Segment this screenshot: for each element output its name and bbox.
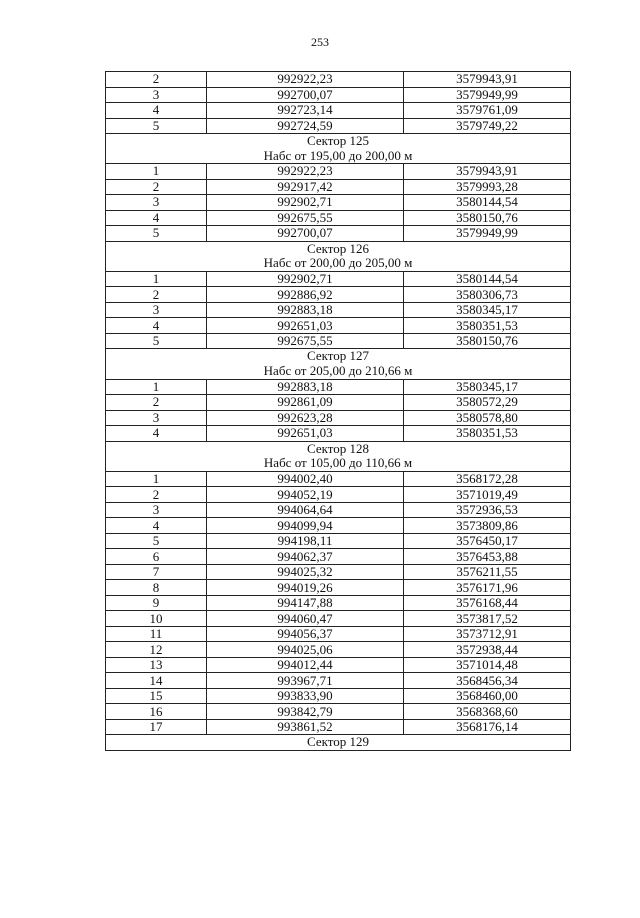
x-coordinate-cell: 993842,79: [207, 704, 404, 720]
point-number-cell: 5: [106, 118, 207, 134]
x-coordinate-cell: 994052,19: [207, 487, 404, 503]
table-row: [106, 595, 571, 611]
table-row: [106, 87, 571, 103]
y-coordinate-cell: 3580144,54: [404, 195, 571, 211]
x-coordinate-cell: 994099,94: [207, 518, 404, 534]
sector-header: [106, 241, 571, 271]
page-number: 253: [311, 35, 329, 49]
sector-title: Сектор 129: [306, 734, 369, 750]
y-coordinate-cell: 3568460,00: [404, 688, 571, 704]
x-coordinate-cell: 992902,71: [207, 195, 404, 211]
point-number-cell: 2: [106, 487, 207, 503]
sector-header: [106, 441, 571, 471]
y-coordinate-cell: 3568172,28: [404, 471, 571, 487]
table-row: [106, 379, 571, 395]
y-coordinate-cell: 3579949,99: [404, 87, 571, 103]
sector-header: [106, 134, 571, 164]
table-row: [106, 673, 571, 689]
x-coordinate-cell: 992675,55: [207, 210, 404, 226]
point-number-cell: 12: [106, 642, 207, 658]
table-row: [106, 118, 571, 134]
x-coordinate-cell: 994025,06: [207, 642, 404, 658]
point-number-cell: 5: [106, 333, 207, 349]
y-coordinate-cell: 3572938,44: [404, 642, 571, 658]
x-coordinate-cell: 992922,23: [207, 164, 404, 180]
y-coordinate-cell: 3573817,52: [404, 611, 571, 627]
table-row: [106, 318, 571, 334]
point-number-cell: 13: [106, 657, 207, 673]
sector-title: Сектор 126: [306, 241, 369, 256]
table-row: [106, 657, 571, 673]
sector-height-range: Набс от 105,00 до 110,66 м: [263, 455, 413, 471]
y-coordinate-cell: 3571014,48: [404, 657, 571, 673]
table-row: [106, 226, 571, 242]
table-row: [106, 471, 571, 487]
table-row: [106, 302, 571, 318]
y-coordinate-cell: 3579943,91: [404, 72, 571, 88]
point-number-cell: 1: [106, 471, 207, 487]
table-row: [106, 518, 571, 534]
y-coordinate-cell: 3579993,28: [404, 179, 571, 195]
point-number-cell: 5: [106, 533, 207, 549]
table-row: [106, 179, 571, 195]
x-coordinate-cell: 992922,23: [207, 72, 404, 88]
y-coordinate-cell: 3580150,76: [404, 210, 571, 226]
table-row: [106, 271, 571, 287]
x-coordinate-cell: 992886,92: [207, 287, 404, 303]
point-number-cell: 2: [106, 72, 207, 88]
table-row: [106, 487, 571, 503]
point-number-cell: 4: [106, 426, 207, 442]
table-row: [106, 626, 571, 642]
point-number-cell: 7: [106, 564, 207, 580]
point-number-cell: 3: [106, 87, 207, 103]
coordinates-table-body: [106, 72, 571, 751]
x-coordinate-cell: 992883,18: [207, 302, 404, 318]
x-coordinate-cell: 994012,44: [207, 657, 404, 673]
x-coordinate-cell: 992917,42: [207, 179, 404, 195]
table-row: [106, 549, 571, 565]
x-coordinate-cell: 993967,71: [207, 673, 404, 689]
table-row: [106, 195, 571, 211]
y-coordinate-cell: 3579949,99: [404, 226, 571, 242]
x-coordinate-cell: 994060,47: [207, 611, 404, 627]
x-coordinate-cell: 992883,18: [207, 379, 404, 395]
table-row: [106, 72, 571, 88]
sector-title: Сектор 128: [306, 441, 369, 456]
point-number-cell: 3: [106, 410, 207, 426]
x-coordinate-cell: 994056,37: [207, 626, 404, 642]
sector-header-row: [106, 134, 571, 164]
sector-height-range: Набс от 205,00 до 210,66 м: [263, 362, 413, 378]
y-coordinate-cell: 3573809,86: [404, 518, 571, 534]
y-coordinate-cell: 3580351,53: [404, 426, 571, 442]
y-coordinate-cell: 3573712,91: [404, 626, 571, 642]
y-coordinate-cell: 3576168,44: [404, 595, 571, 611]
x-coordinate-cell: 992861,09: [207, 395, 404, 411]
point-number-cell: 16: [106, 704, 207, 720]
table-row: [106, 642, 571, 658]
point-number-cell: 10: [106, 611, 207, 627]
x-coordinate-cell: 992623,28: [207, 410, 404, 426]
sector-title: Сектор 127: [306, 348, 369, 364]
point-number-cell: 1: [106, 164, 207, 180]
x-coordinate-cell: 994198,11: [207, 533, 404, 549]
x-coordinate-cell: 994019,26: [207, 580, 404, 596]
y-coordinate-cell: 3580306,73: [404, 287, 571, 303]
point-number-cell: 4: [106, 318, 207, 334]
y-coordinate-cell: 3576450,17: [404, 533, 571, 549]
y-coordinate-cell: 3576171,96: [404, 580, 571, 596]
x-coordinate-cell: 993861,52: [207, 719, 404, 735]
point-number-cell: 17: [106, 719, 207, 735]
x-coordinate-cell: 994002,40: [207, 471, 404, 487]
sector-header: [106, 349, 571, 379]
point-number-cell: 2: [106, 395, 207, 411]
table-row: [106, 210, 571, 226]
y-coordinate-cell: 3579761,09: [404, 103, 571, 119]
point-number-cell: 3: [106, 302, 207, 318]
sector-title: Сектор 125: [306, 133, 369, 148]
y-coordinate-cell: 3572936,53: [404, 502, 571, 518]
y-coordinate-cell: 3576453,88: [404, 549, 571, 565]
table-row: [106, 502, 571, 518]
y-coordinate-cell: 3579749,22: [404, 118, 571, 134]
table-row: [106, 533, 571, 549]
table-row: [106, 704, 571, 720]
y-coordinate-cell: 3568456,34: [404, 673, 571, 689]
table-row: [106, 395, 571, 411]
x-coordinate-cell: 992700,07: [207, 87, 404, 103]
y-coordinate-cell: 3568176,14: [404, 719, 571, 735]
x-coordinate-cell: 992651,03: [207, 318, 404, 334]
y-coordinate-cell: 3580345,17: [404, 302, 571, 318]
table-row: [106, 287, 571, 303]
point-number-cell: 8: [106, 580, 207, 596]
point-number-cell: 14: [106, 673, 207, 689]
point-number-cell: 6: [106, 549, 207, 565]
y-coordinate-cell: 3580578,80: [404, 410, 571, 426]
y-coordinate-cell: 3580351,53: [404, 318, 571, 334]
table-row: [106, 688, 571, 704]
point-number-cell: 1: [106, 271, 207, 287]
x-coordinate-cell: 993833,90: [207, 688, 404, 704]
x-coordinate-cell: 992651,03: [207, 426, 404, 442]
sector-header-row: [106, 735, 571, 751]
table-row: [106, 103, 571, 119]
point-number-cell: 4: [106, 103, 207, 119]
y-coordinate-cell: 3579943,91: [404, 164, 571, 180]
x-coordinate-cell: 992723,14: [207, 103, 404, 119]
point-number-cell: 11: [106, 626, 207, 642]
x-coordinate-cell: 994064,64: [207, 502, 404, 518]
table-row: [106, 333, 571, 349]
table-row: [106, 426, 571, 442]
point-number-cell: 4: [106, 210, 207, 226]
y-coordinate-cell: 3580144,54: [404, 271, 571, 287]
sector-height-range: Набс от 200,00 до 205,00 м: [263, 255, 413, 271]
point-number-cell: 15: [106, 688, 207, 704]
y-coordinate-cell: 3576211,55: [404, 564, 571, 580]
sector-header: [106, 735, 571, 751]
x-coordinate-cell: 992700,07: [207, 226, 404, 242]
sector-header-row: [106, 349, 571, 379]
sector-header-row: [106, 441, 571, 471]
x-coordinate-cell: 992724,59: [207, 118, 404, 134]
x-coordinate-cell: 992675,55: [207, 333, 404, 349]
sector-header-row: [106, 241, 571, 271]
point-number-cell: 9: [106, 595, 207, 611]
x-coordinate-cell: 994062,37: [207, 549, 404, 565]
sector-height-range: Набс от 195,00 до 200,00 м: [263, 147, 413, 163]
point-number-cell: 4: [106, 518, 207, 534]
table-row: [106, 164, 571, 180]
point-number-cell: 2: [106, 287, 207, 303]
table-row: [106, 580, 571, 596]
y-coordinate-cell: 3571019,49: [404, 487, 571, 503]
table-row: [106, 611, 571, 627]
point-number-cell: 3: [106, 502, 207, 518]
x-coordinate-cell: 994147,88: [207, 595, 404, 611]
y-coordinate-cell: 3568368,60: [404, 704, 571, 720]
y-coordinate-cell: 3580572,29: [404, 395, 571, 411]
point-number-cell: 2: [106, 179, 207, 195]
point-number-cell: 1: [106, 379, 207, 395]
table-row: [106, 719, 571, 735]
x-coordinate-cell: 992902,71: [207, 271, 404, 287]
y-coordinate-cell: 3580150,76: [404, 333, 571, 349]
point-number-cell: 5: [106, 226, 207, 242]
table-row: [106, 410, 571, 426]
y-coordinate-cell: 3580345,17: [404, 379, 571, 395]
point-number-cell: 3: [106, 195, 207, 211]
table-row: [106, 564, 571, 580]
coordinates-table: [105, 71, 571, 751]
x-coordinate-cell: 994025,32: [207, 564, 404, 580]
